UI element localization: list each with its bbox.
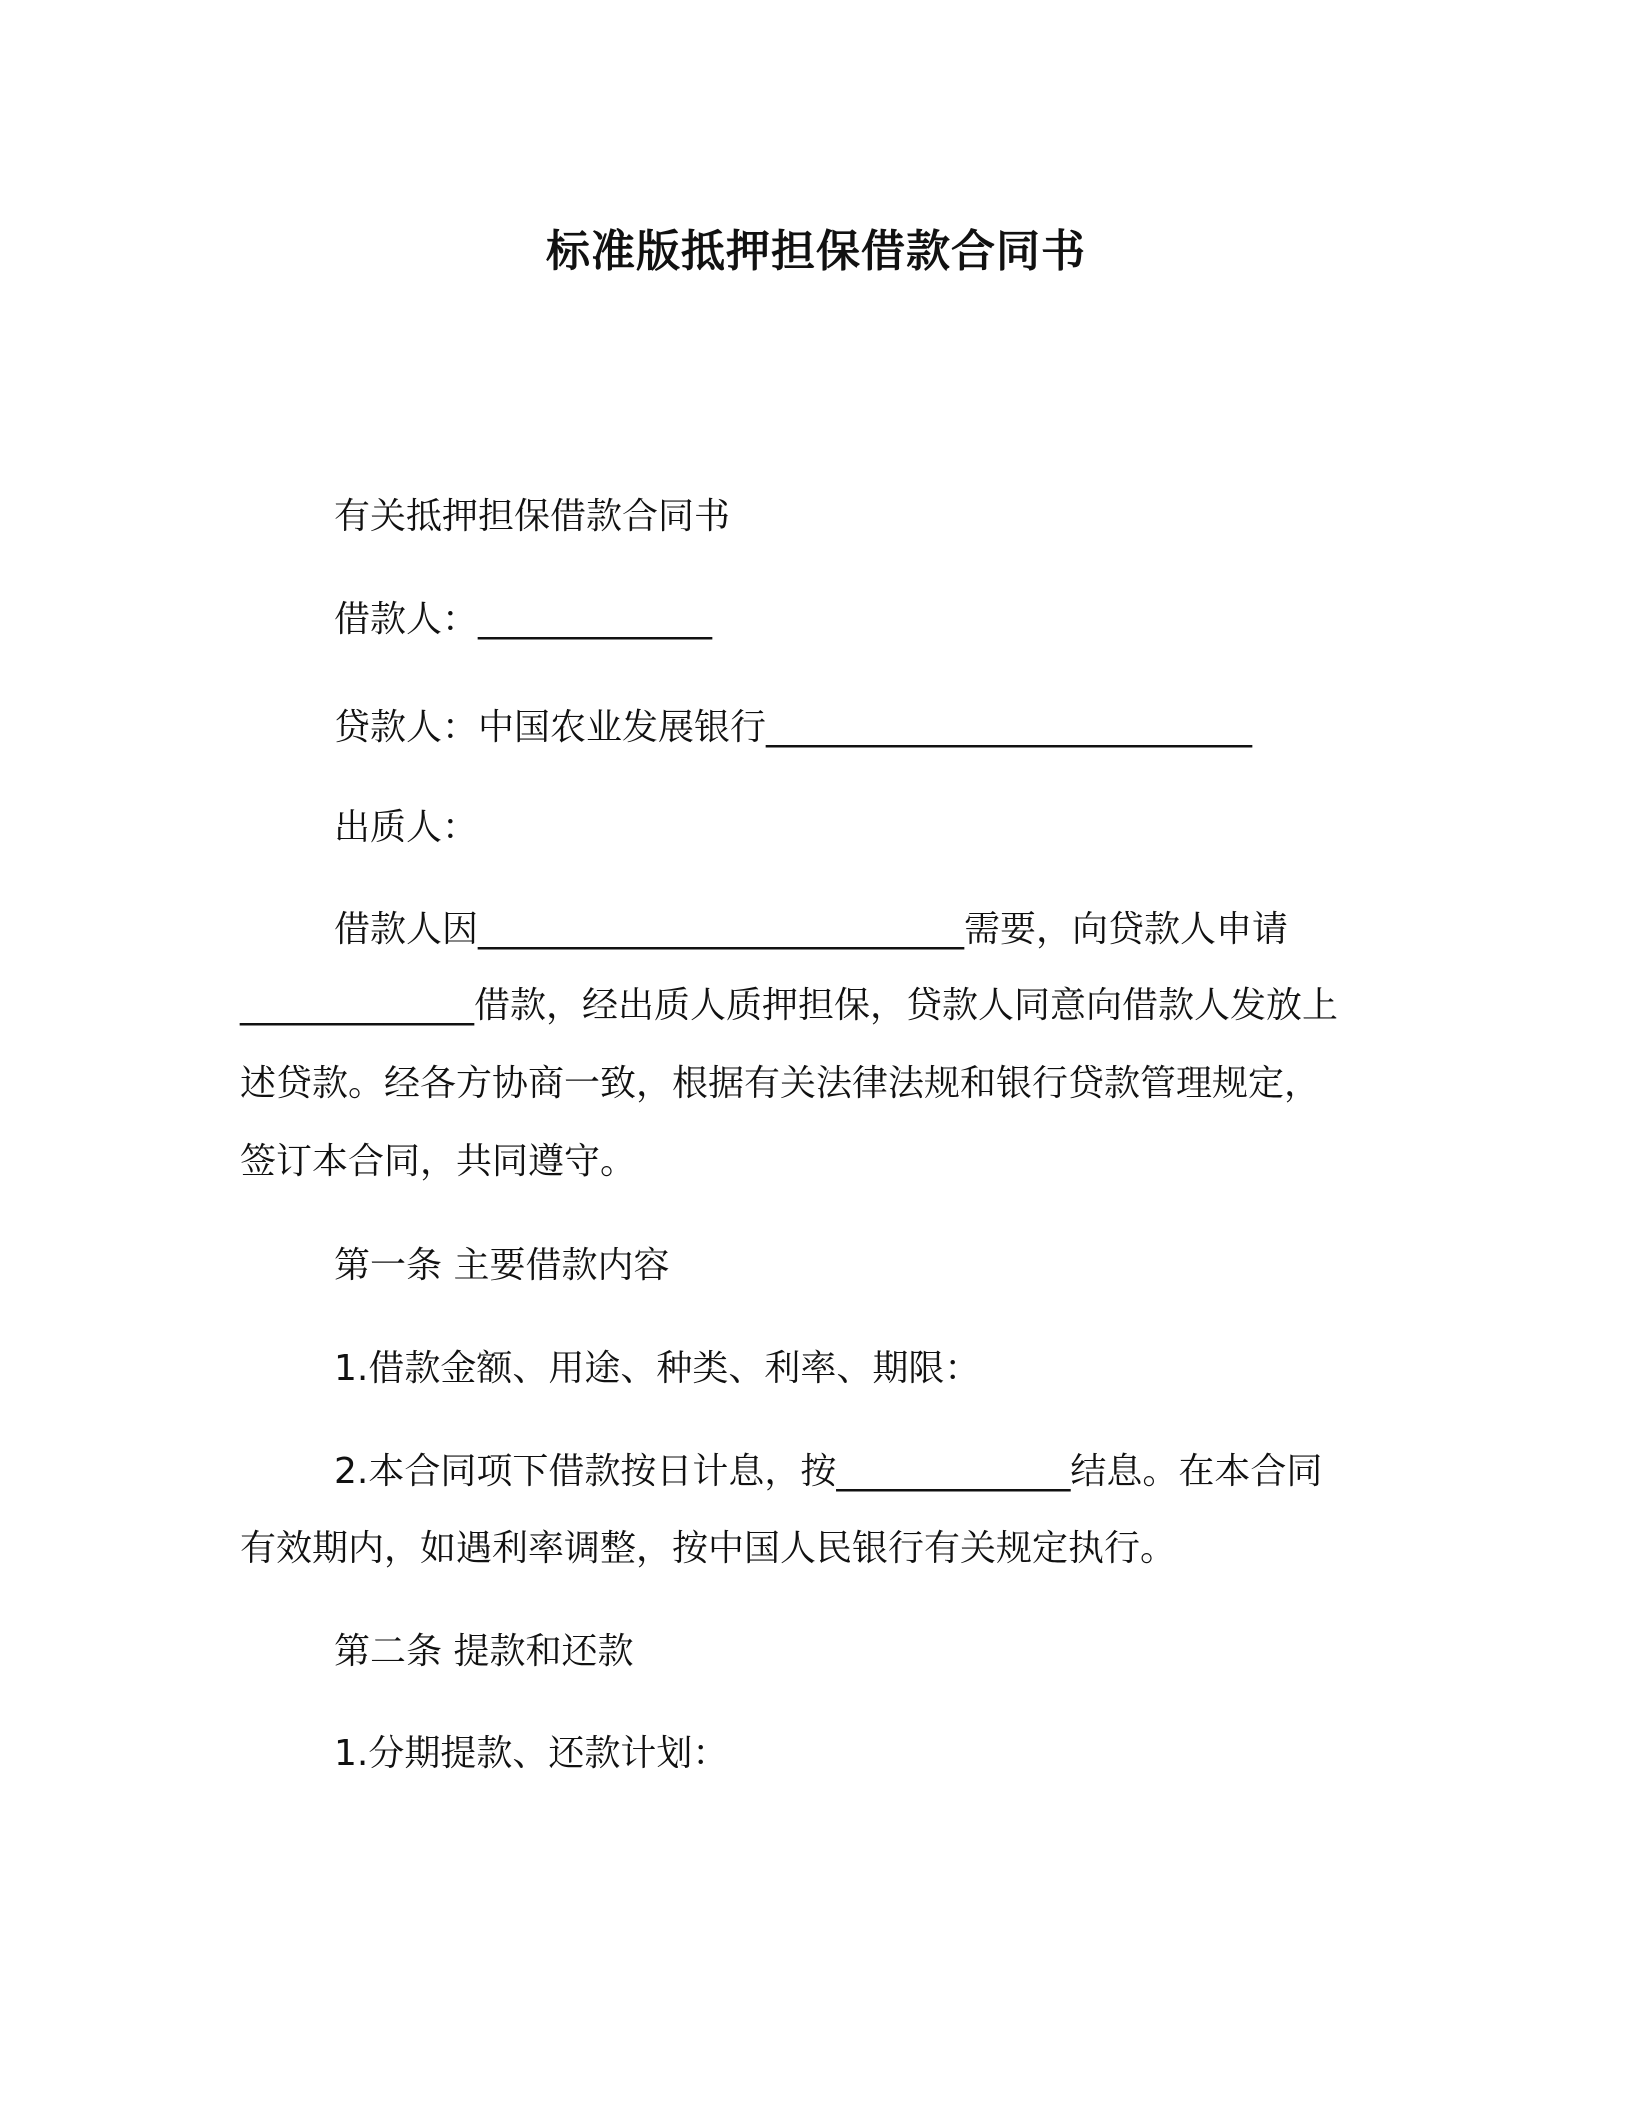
lender-line: 贷款人：中国农业发展银行___________________________ xyxy=(334,707,1253,748)
article-2-item-1: 1.分期提款、还款计划： xyxy=(334,1733,729,1774)
intro-line-4: 签订本合同，共同遵守。 xyxy=(240,1141,637,1182)
subtitle-line: 有关抵押担保借款合同书 xyxy=(334,496,731,537)
document-title: 标准版抵押担保借款合同书 xyxy=(546,226,1086,277)
article-1-item-2-line-1: 2.本合同项下借款按日计息，按_____________结息。在本合同 xyxy=(334,1451,1323,1492)
article-1-item-1: 1.借款金额、用途、种类、利率、期限： xyxy=(334,1348,981,1389)
borrower-line: 借款人：_____________ xyxy=(334,599,713,640)
article-1-heading: 第一条 主要借款内容 xyxy=(334,1245,670,1286)
intro-line-3: 述贷款。经各方协商一致，根据有关法律法规和银行贷款管理规定， xyxy=(240,1063,1321,1104)
intro-line-2: _____________借款，经出质人质押担保，贷款人同意向借款人发放上 xyxy=(240,985,1339,1026)
intro-line-1: 借款人因___________________________需要，向贷款人申请 xyxy=(334,909,1289,950)
article-1-item-2-line-2: 有效期内，如遇利率调整，按中国人民银行有关规定执行。 xyxy=(240,1528,1177,1569)
article-2-heading: 第二条 提款和还款 xyxy=(334,1631,634,1672)
pledgor-line: 出质人： xyxy=(334,807,479,848)
